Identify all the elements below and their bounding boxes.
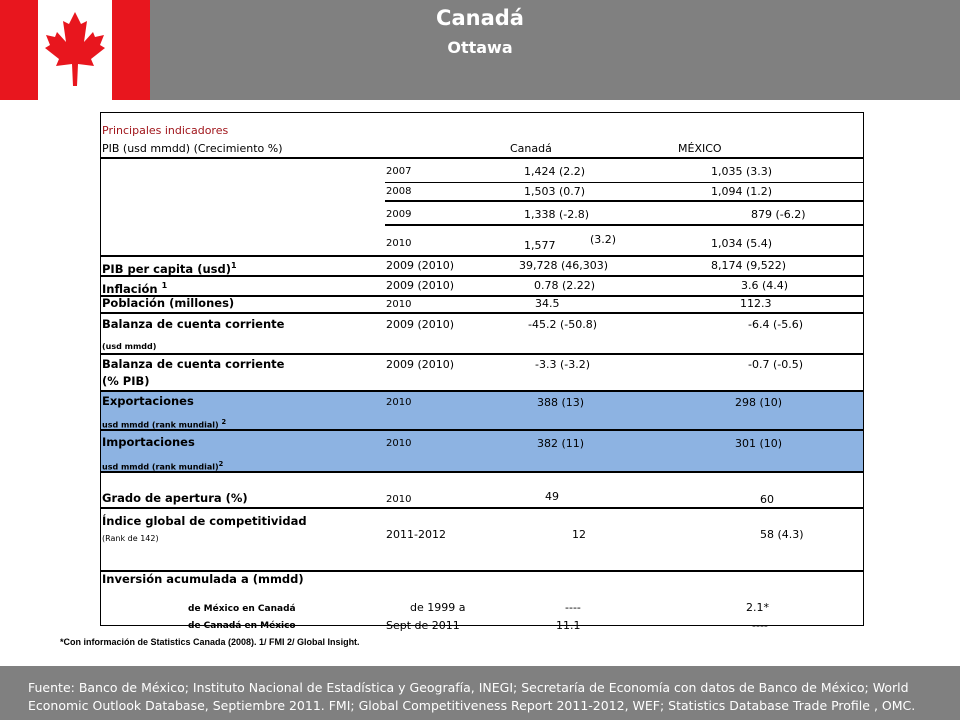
col-mexico-header: MÉXICO [678, 142, 722, 155]
col-canada-header: Canadá [510, 142, 552, 155]
page-title: Canadá [436, 6, 524, 30]
source-note: Fuente: Banco de México; Instituto Nacional de Estadística y Geografía, INEGI; Secretaría de Economía con datos de Banco de México; World Economic Outlook Database, Septiembre 2011. FMI; Global Competitiveness Report 2011-2012, WEF; Statistics Database Trade Profile , OMC. [28, 680, 916, 713]
section-title: Principales indicadores [102, 124, 229, 137]
footnote: *Con información de Statistics Canada (2008). 1/ FMI 2/ Global Insight. [60, 637, 360, 647]
pib-label: PIB (usd mmdd) (Crecimiento %) [102, 142, 283, 155]
inversion-label: Inversión acumulada a (mmdd) [102, 572, 304, 586]
page-subtitle: Ottawa [447, 38, 513, 57]
